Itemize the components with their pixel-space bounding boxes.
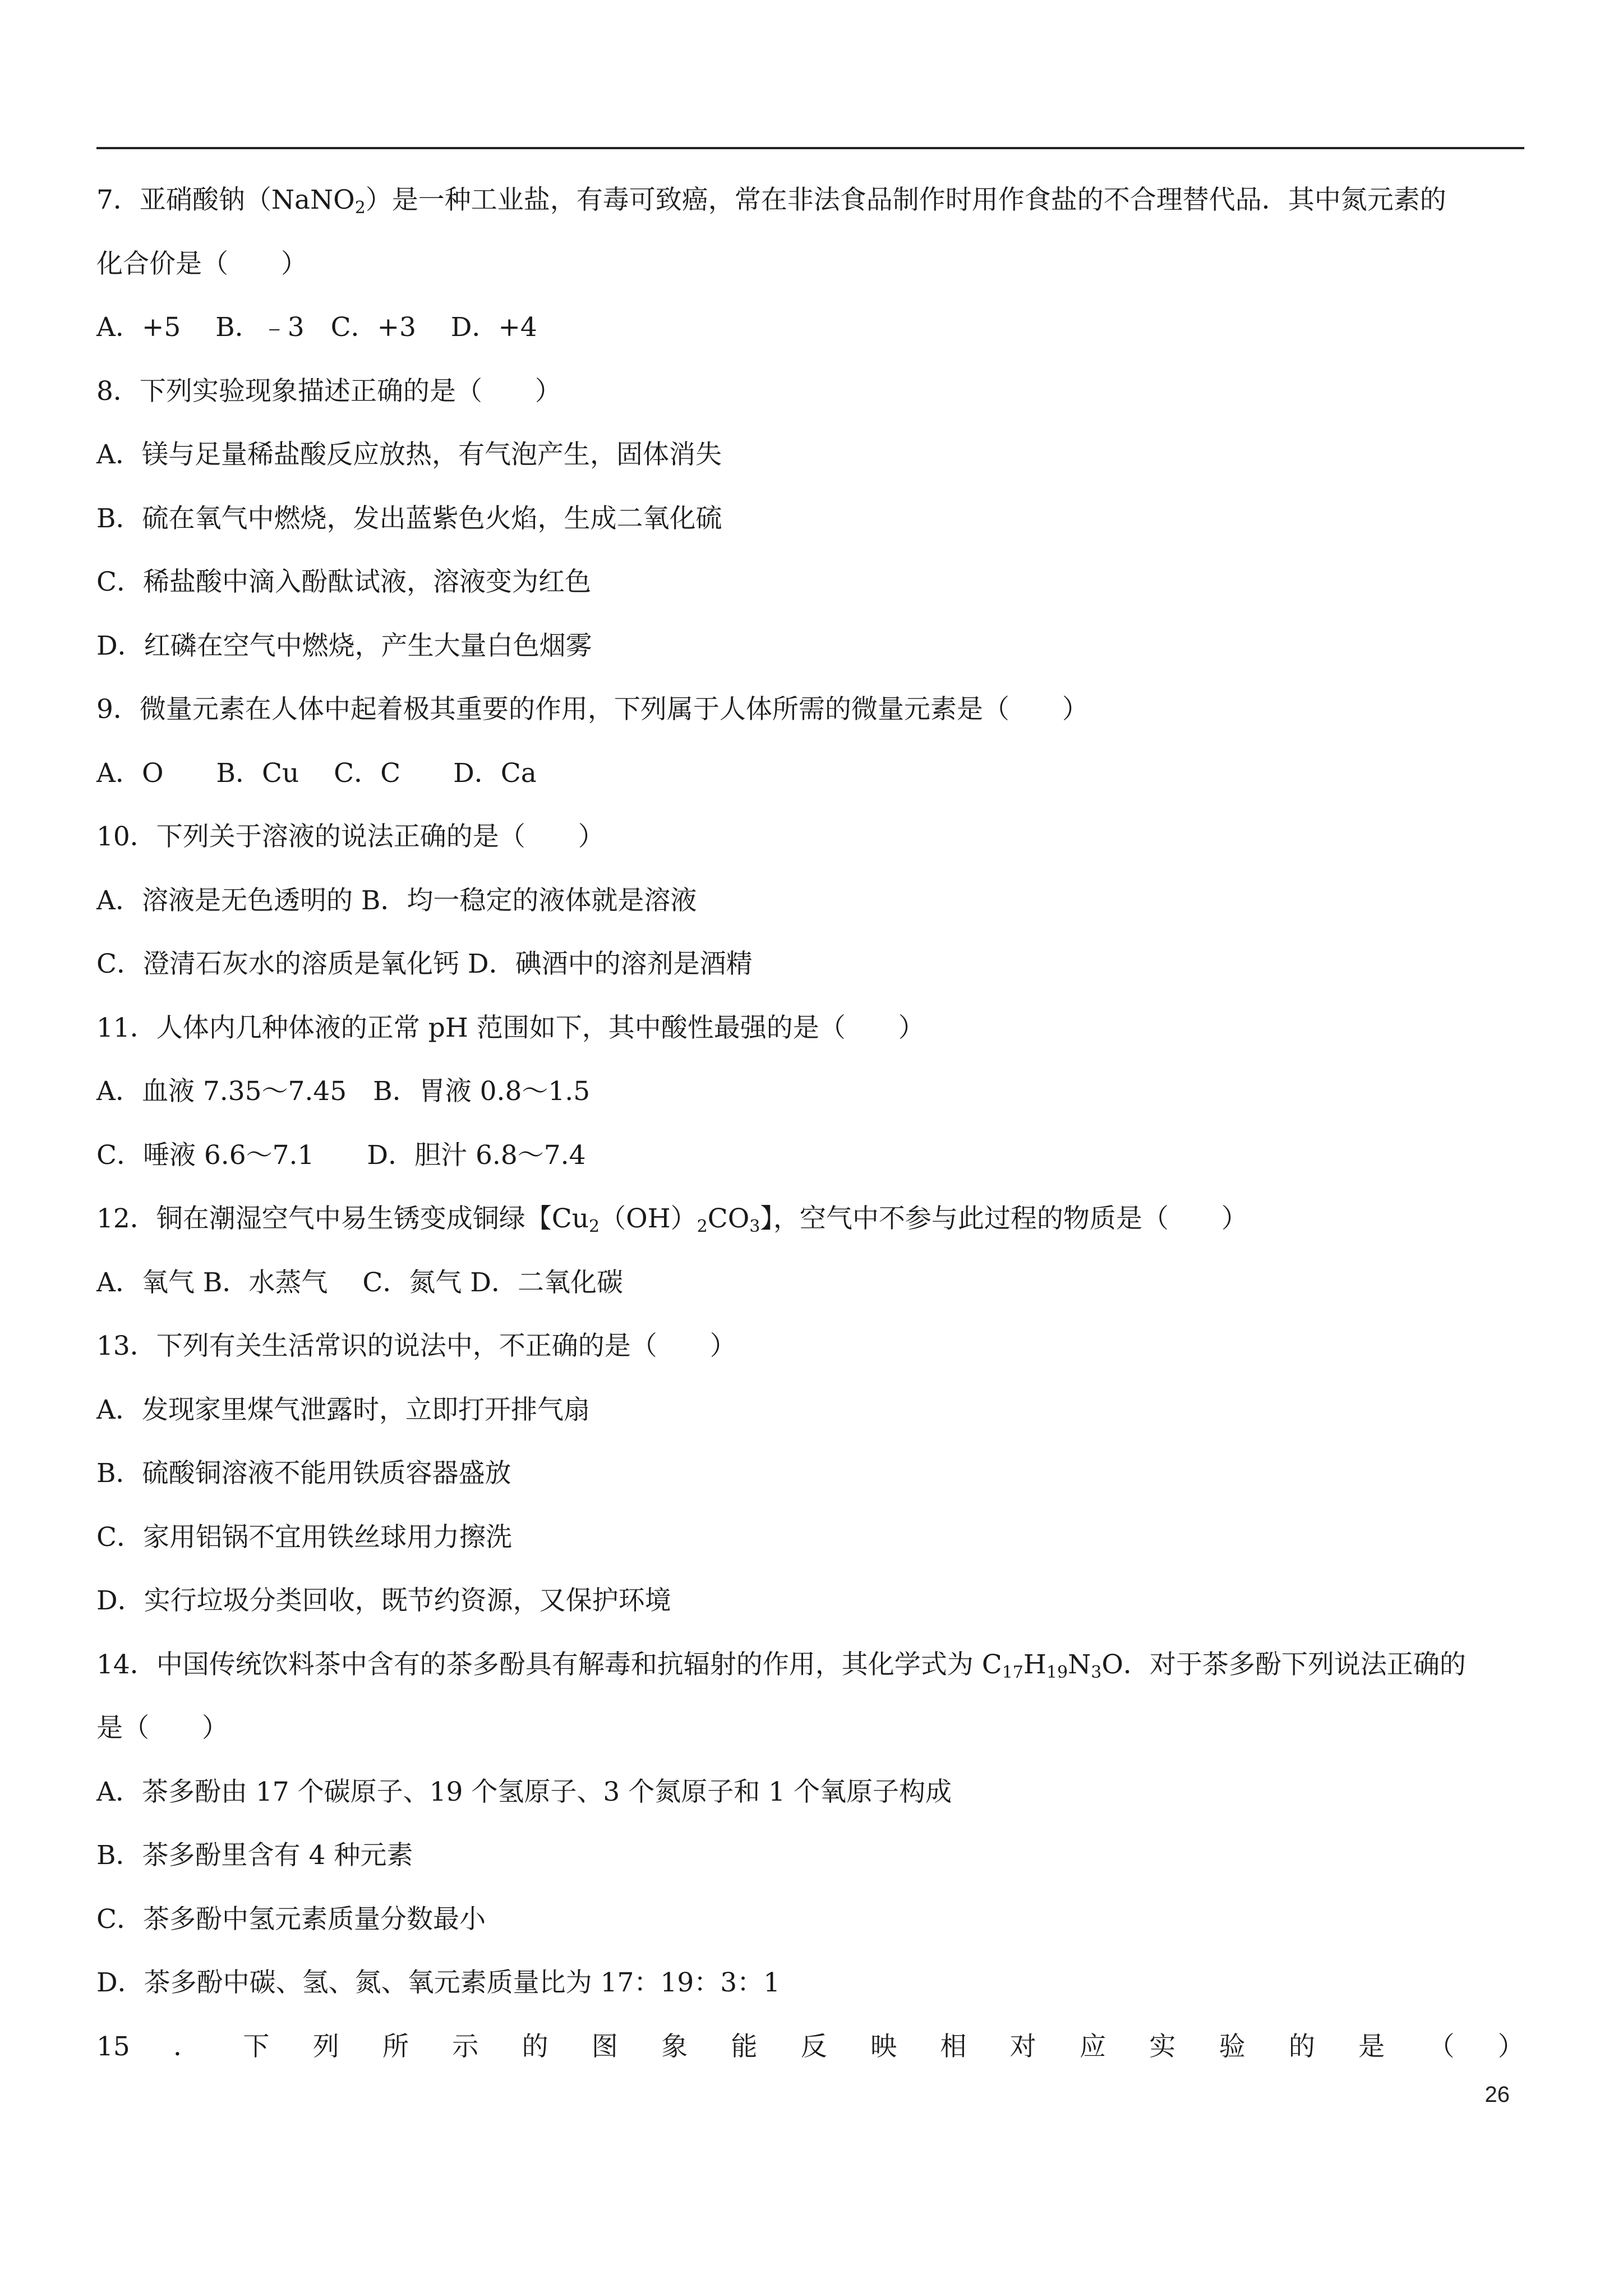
spread-char: 图	[591, 2031, 618, 2062]
text-segment: 9．微量元素在人体中起着极其重要的作用，下列属于人体所需的微量元素是（ ）	[96, 694, 1089, 725]
text-segment: CO	[707, 1203, 750, 1234]
spread-char: 象	[661, 2031, 688, 2062]
text-line	[96, 487, 1524, 551]
text-line	[96, 742, 1524, 806]
text-segment: 化合价是（ ）	[96, 248, 307, 279]
spread-char: 验	[1219, 2031, 1246, 2062]
text-segment: （OH）	[600, 1203, 697, 1234]
text-segment: D．实行垃圾分类回收，既节约资源，又保护环境	[96, 1585, 671, 1616]
text-segment: H	[1023, 1649, 1046, 1680]
text-segment: A．发现家里煤气泄露时，立即打开排气扇	[96, 1394, 590, 1425]
text-line	[96, 1824, 1524, 1888]
spread-char: ．	[173, 2031, 200, 2062]
text-segment: D．茶多酚中碳、氢、氮、氧元素质量比为 17：19：3：1	[96, 1967, 781, 1998]
spread-char: 的	[1288, 2031, 1315, 2062]
text-line	[96, 996, 1524, 1060]
spread-char: （	[1428, 2031, 1455, 2062]
subscript: 2	[697, 1217, 708, 1236]
subscript: 3	[1091, 1662, 1102, 1682]
text-line	[96, 232, 1524, 296]
header-rule	[96, 147, 1524, 149]
text-line	[96, 869, 1524, 933]
spread-char: 示	[452, 2031, 479, 2062]
text-line	[96, 1633, 1524, 1697]
text-segment: A．O B．Cu C．C D．Ca	[96, 757, 537, 789]
text-line	[96, 1251, 1524, 1315]
spread-char: 列	[312, 2031, 339, 2062]
text-line	[96, 423, 1524, 487]
text-segment: 12．铜在潮湿空气中易生锈变成铜绿【Cu	[96, 1203, 589, 1234]
text-line	[96, 1124, 1524, 1188]
text-segment: 14．中国传统饮料茶中含有的茶多酚具有解毒和抗辐射的作用，其化学式为 C	[96, 1649, 1002, 1680]
subscript: 2	[589, 1217, 600, 1236]
spread-char: 能	[731, 2031, 758, 2062]
text-line	[96, 1506, 1524, 1570]
text-segment: O．对于茶多酚下列说法正确的	[1101, 1649, 1466, 1680]
text-segment: 】，空气中不参与此过程的物质是（ ）	[760, 1203, 1248, 1234]
text-segment: 是（ ）	[96, 1713, 228, 1743]
text-line	[96, 614, 1524, 678]
text-line	[96, 1888, 1524, 1952]
spread-char: 所	[382, 2031, 409, 2062]
text-line	[96, 1378, 1524, 1442]
question-lines	[96, 168, 1524, 2015]
text-segment: 13．下列有关生活常识的说法中，不正确的是（ ）	[96, 1331, 736, 1361]
text-line	[96, 1760, 1524, 1824]
text-line	[96, 1314, 1524, 1378]
spread-char: 反	[800, 2031, 827, 2062]
spread-char: 15	[96, 2031, 130, 2062]
question-text	[96, 168, 1524, 2078]
subscript: 17	[1002, 1662, 1023, 1682]
spread-char: ）	[1497, 2031, 1524, 2062]
text-segment: D．红磷在空气中燃烧，产生大量白色烟雾	[96, 630, 592, 661]
text-line	[96, 678, 1524, 742]
spread-char: 应	[1079, 2031, 1106, 2062]
spread-char: 相	[940, 2031, 967, 2062]
text-segment: 10．下列关于溶液的说法正确的是（ ）	[96, 821, 605, 852]
text-line	[96, 1060, 1524, 1124]
text-segment: B．硫在氧气中燃烧，发出蓝紫色火焰，生成二氧化硫	[96, 503, 722, 534]
subscript: 19	[1046, 1662, 1068, 1682]
text-segment: C．家用铝锅不宜用铁丝球用力擦洗	[96, 1521, 512, 1553]
subscript: 2	[354, 198, 366, 218]
text-segment: C．茶多酚中氢元素质量分数最小	[96, 1903, 486, 1935]
page-number: 26	[1484, 2082, 1510, 2107]
text-line	[96, 550, 1524, 614]
text-segment: 11．人体内几种体液的正常 pH 范围如下，其中酸性最强的是（ ）	[96, 1012, 925, 1043]
text-line	[96, 1696, 1524, 1760]
text-line	[96, 360, 1524, 424]
text-segment: 7．亚硝酸钠（NaNO	[96, 185, 355, 215]
text-segment: A．镁与足量稀盐酸反应放热，有气泡产生，固体消失	[96, 439, 722, 470]
text-line	[96, 168, 1524, 232]
text-segment: C．稀盐酸中滴入酚酞试液，溶液变为红色	[96, 567, 591, 597]
text-segment: A．血液 7.35～7.45 B．胃液 0.8～1.5	[96, 1076, 591, 1107]
text-line	[96, 805, 1524, 869]
text-segment: A．氧气 B．水蒸气 C．氮气 D．二氧化碳	[96, 1267, 623, 1298]
text-line	[96, 1569, 1524, 1633]
text-line	[96, 1187, 1524, 1251]
spread-char: 映	[870, 2031, 897, 2062]
spread-char: 实	[1149, 2031, 1176, 2062]
spread-char: 是	[1358, 2031, 1385, 2062]
text-line	[96, 296, 1524, 360]
text-line	[96, 1442, 1524, 1506]
text-segment: N	[1068, 1649, 1091, 1680]
text-segment: 8．下列实验现象描述正确的是（ ）	[96, 375, 561, 407]
text-segment: B．硫酸铜溶液不能用铁质容器盛放	[96, 1458, 511, 1489]
text-segment: A．+5 B．﹣3 C．+3 D．+4	[96, 312, 537, 343]
subscript: 3	[749, 1217, 760, 1236]
spread-char: 对	[1009, 2031, 1036, 2062]
text-segment: B．茶多酚里含有 4 种元素	[96, 1840, 413, 1871]
question-15-stem	[96, 2015, 1524, 2079]
text-line	[96, 1951, 1524, 2015]
text-segment: A．茶多酚由 17 个碳原子、19 个氢原子、3 个氮原子和 1 个氧原子构成	[96, 1776, 952, 1807]
spread-char: 的	[522, 2031, 548, 2062]
text-line	[96, 932, 1524, 996]
spread-char: 下	[243, 2031, 270, 2062]
text-segment: ）是一种工业盐，有毒可致癌，常在非法食品制作时用作食盐的不合理替代品．其中氮元素的	[365, 185, 1446, 215]
text-segment: C．澄清石灰水的溶质是氧化钙 D．碘酒中的溶剂是酒精	[96, 949, 753, 979]
text-segment: A．溶液是无色透明的 B．均一稳定的液体就是溶液	[96, 885, 697, 916]
text-segment: C．唾液 6.6～7.1 D．胆汁 6.8～7.4	[96, 1139, 586, 1171]
